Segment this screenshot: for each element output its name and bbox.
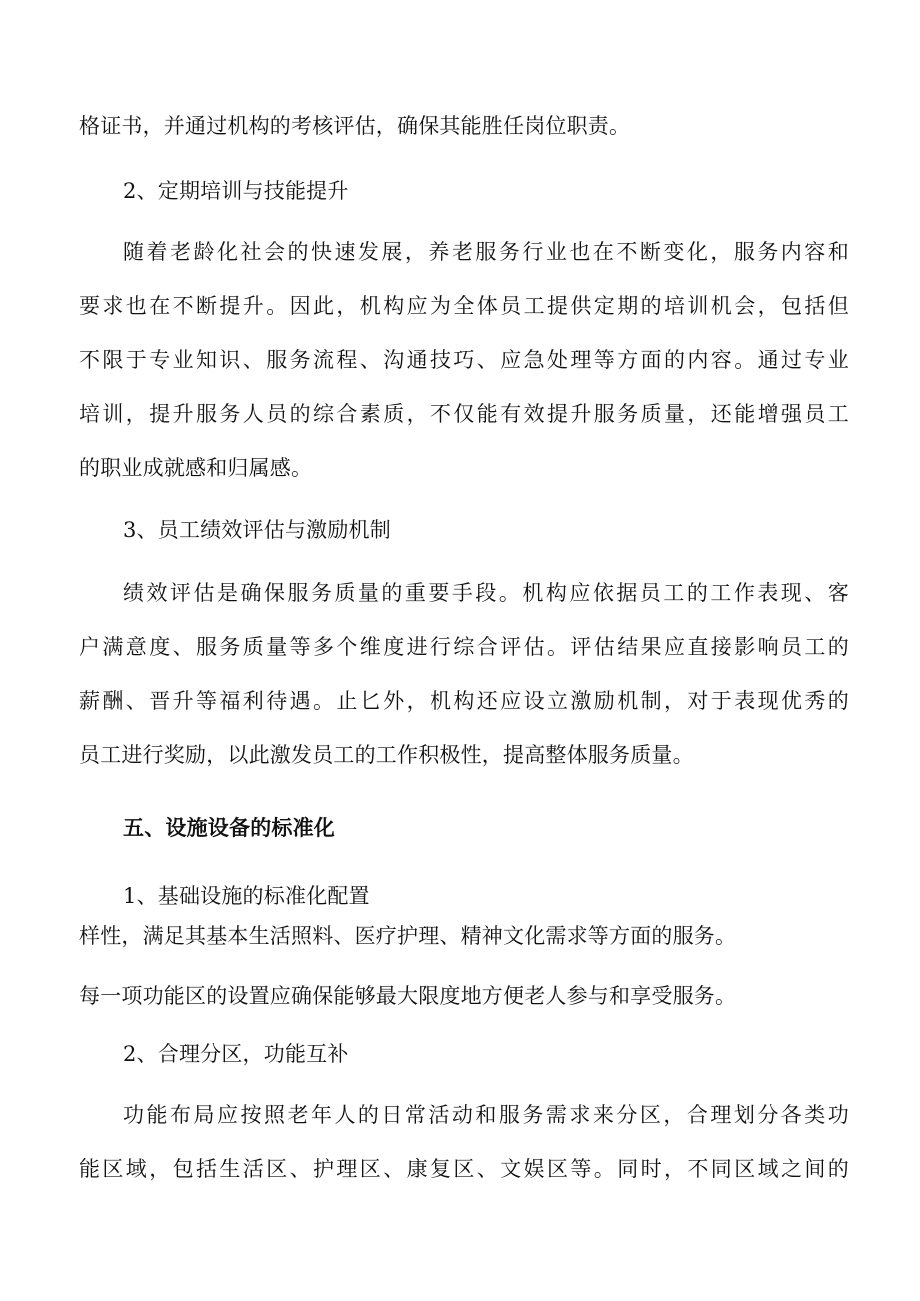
paragraph-line: 格证书，并通过机构的考核评估，确保其能胜任岗位职责。 [79,114,631,138]
subsection-heading: 2、定期培训与技能提升 [123,179,349,203]
paragraph-line: 员工进行奖励，以此激发员工的工作积极性，提高整体服务质量。 [79,743,694,767]
subsection-heading: 3、员工绩效评估与激励机制 [123,518,391,542]
paragraph-line: 不限于专业知识、服务流程、沟通技巧、应急处理等方面的内容。通过专业 [79,348,849,372]
paragraph-line: 要求也在不断提升。因此，机构应为全体员工提供定期的培训机会，包括但 [79,294,849,318]
paragraph-line: 能区域，包括生活区、护理区、康复区、文娱区等。同时，不同区域之间的 [79,1157,849,1181]
paragraph-line: 培训，提升服务人员的综合素质，不仅能有效提升服务质量，还能增强员工 [79,402,849,426]
subsection-heading: 2、合理分区，功能互补 [123,1042,349,1066]
paragraph-line: 户满意度、服务质量等多个维度进行综合评估。评估结果应直接影响员工的 [79,635,849,659]
section-heading: 五、设施设备的标准化 [123,816,335,840]
paragraph-line: 绩效评估是确保服务质量的重要手段。机构应依据员工的工作表现、客 [123,581,849,605]
paragraph-line: 随着老龄化社会的快速发展，养老服务行业也在不断变化，服务内容和 [123,240,849,264]
paragraph-line: 功能布局应按照老年人的日常活动和服务需求来分区，合理划分各类功 [123,1103,849,1127]
paragraph-line: 薪酬、晋升等福利待遇。止匕外，机构还应设立激励机制，对于表现优秀的 [79,689,849,713]
paragraph-line: 每一项功能区的设置应确保能够最大限度地方便老人参与和享受服务。 [79,984,737,1008]
paragraph-line: 的职业成就感和归属感。 [79,456,313,480]
subsection-heading: 1、基础设施的标准化配置 [123,884,370,908]
paragraph-line: 样性，满足其基本生活照料、医疗护理、精神文化需求等方面的服务。 [79,924,737,948]
